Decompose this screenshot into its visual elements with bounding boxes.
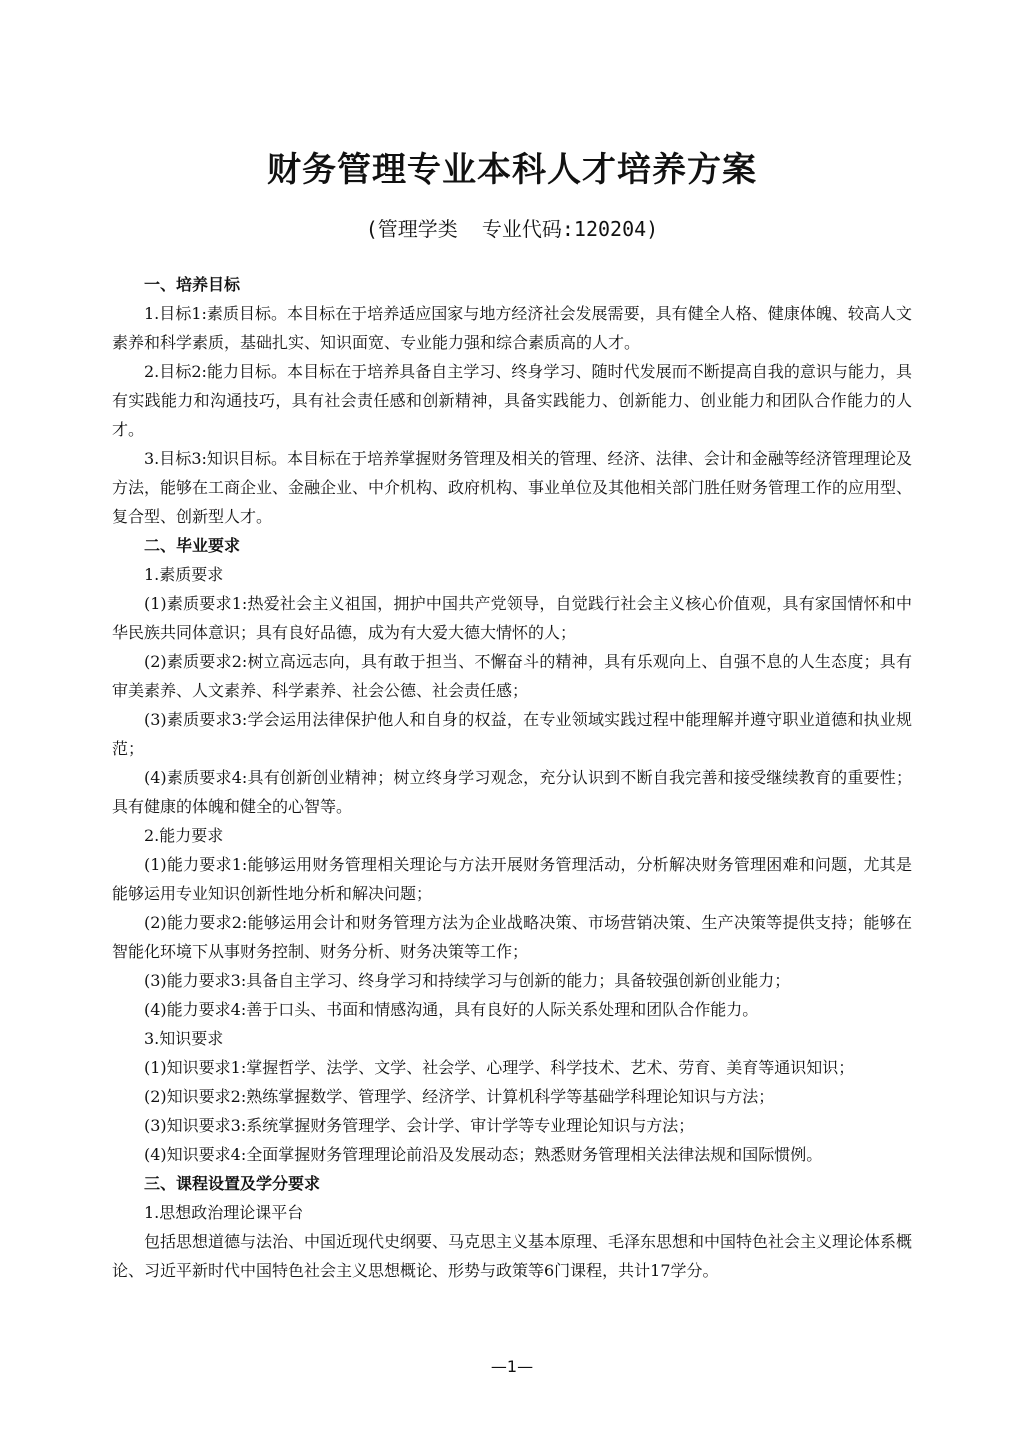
paragraph: (4)素质要求4:具有创新创业精神；树立终身学习观念，充分认识到不断自我完善和接受继续教育的重要性；具有健康的体魄和健全的心智等。 bbox=[112, 768, 912, 816]
section-heading: 二、毕业要求 bbox=[144, 536, 241, 555]
paragraph: (2)能力要求2:能够运用会计和财务管理方法为企业战略决策、市场营销决策、生产决策等提供支持；能够在智能化环境下从事财务控制、财务分析、财务决策等工作； bbox=[112, 913, 912, 961]
paragraph: 3.目标3:知识目标。本目标在于培养掌握财务管理及相关的管理、经济、法律、会计和金融等经济管理理论及方法，能够在工商企业、金融企业、中介机构、政府机构、事业单位及其他相关部门胜任财务管理工作的应用型、复合型、创新型人才。 bbox=[112, 449, 913, 526]
paragraph: 包括思想道德与法治、中国近现代史纲要、马克思主义基本原理、毛泽东思想和中国特色社会主义理论体系概论、习近平新时代中国特色社会主义思想概论、形势与政策等6门课程，共计17学分。 bbox=[112, 1232, 913, 1280]
paragraph: (3)知识要求3:系统掌握财务管理学、会计学、审计学等专业理论知识与方法； bbox=[144, 1116, 695, 1135]
paragraph: (1)素质要求1:热爱社会主义祖国，拥护中国共产党领导，自觉践行社会主义核心价值观，具有家国情怀和中华民族共同体意识；具有良好品德，成为有大爱大德大情怀的人； bbox=[112, 594, 912, 642]
paragraph: (2)知识要求2:熟练掌握数学、管理学、经济学、计算机科学等基础学科理论知识与方法； bbox=[144, 1087, 775, 1106]
paragraph: 3.知识要求 bbox=[144, 1029, 224, 1048]
paragraph: (3)能力要求3:具备自主学习、终身学习和持续学习与创新的能力；具备较强创新创业能力； bbox=[144, 971, 791, 990]
page-number: —1— bbox=[490, 1357, 534, 1376]
document-body bbox=[112, 270, 912, 1285]
paragraph: 2.目标2:能力目标。本目标在于培养具备自主学习、终身学习、随时代发展而不断提高自我的意识与能力，具有实践能力和沟通技巧，具有社会责任感和创新精神，具备实践能力、创新能力、创业能力和团队合作能力的人才。 bbox=[112, 362, 912, 439]
paragraph: 2.能力要求 bbox=[144, 826, 224, 845]
section-heading: 一、培养目标 bbox=[144, 275, 241, 294]
document-subtitle: (管理学类 专业代码:120204) bbox=[365, 217, 659, 241]
section-heading: 三、课程设置及学分要求 bbox=[144, 1174, 321, 1193]
paragraph: 1.素质要求 bbox=[144, 565, 224, 584]
paragraph: (1)能力要求1:能够运用财务管理相关理论与方法开展财务管理活动，分析解决财务管理困难和问题，尤其是能够运用专业知识创新性地分析和解决问题； bbox=[112, 855, 912, 903]
paragraph: 1.思想政治理论课平台 bbox=[144, 1203, 304, 1222]
paragraph: 1.目标1:素质目标。本目标在于培养适应国家与地方经济社会发展需要，具有健全人格、健康体魄、较高人文素养和科学素质，基础扎实、知识面宽、专业能力强和综合素质高的人才。 bbox=[112, 304, 912, 352]
paragraph: (3)素质要求3:学会运用法律保护他人和自身的权益，在专业领域实践过程中能理解并遵守职业道德和执业规范； bbox=[112, 710, 912, 758]
document-title: 财务管理专业本科人才培养方案 bbox=[267, 150, 757, 190]
paragraph: (4)能力要求4:善于口头、书面和情感沟通，具有良好的人际关系处理和团队合作能力。 bbox=[144, 1000, 759, 1019]
paragraph: (2)素质要求2:树立高远志向，具有敢于担当、不懈奋斗的精神，具有乐观向上、自强不息的人生态度；具有审美素养、人文素养、科学素养、社会公德、社会责任感； bbox=[112, 652, 912, 700]
paragraph: (1)知识要求1:掌握哲学、法学、文学、社会学、心理学、科学技术、艺术、劳育、美育等通识知识； bbox=[144, 1058, 855, 1077]
paragraph: (4)知识要求4:全面掌握财务管理理论前沿及发展动态；熟悉财务管理相关法律法规和国际惯例。 bbox=[144, 1145, 823, 1164]
